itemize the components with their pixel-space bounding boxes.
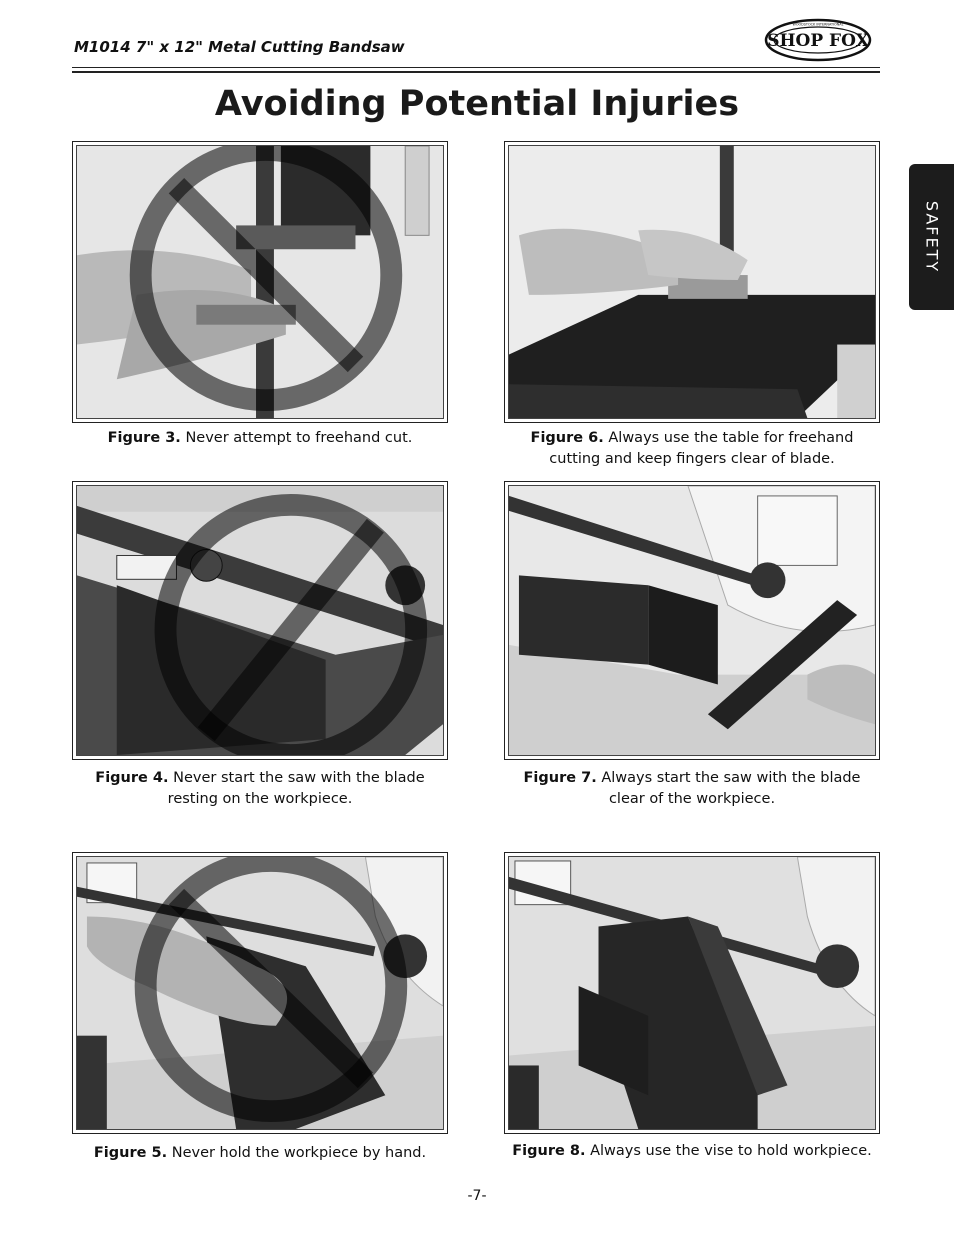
page-number: -7-	[467, 1188, 487, 1204]
figure-7-caption	[504, 768, 880, 810]
figure-8-caption	[504, 1141, 880, 1162]
figure-6-caption	[504, 428, 880, 470]
figure-3-label: Figure 3.	[107, 430, 181, 446]
figure-7-photo	[504, 481, 880, 760]
figure-4-caption	[72, 768, 448, 810]
figure-8-label: Figure 8.	[512, 1143, 586, 1159]
figure-5-photo	[72, 852, 448, 1134]
figure-8-text: Always use the vise to hold workpiece.	[590, 1143, 872, 1159]
figure-6-photo	[504, 141, 880, 423]
figure-3-text: Never attempt to freehand cut.	[185, 430, 413, 446]
figure-5-caption	[72, 1143, 448, 1164]
figure-4-label: Figure 4.	[95, 770, 169, 786]
figure-5-text: Never hold the workpiece by hand.	[171, 1145, 427, 1161]
figure-6-label: Figure 6.	[530, 430, 604, 446]
section-tab-label: SAFETY	[922, 200, 941, 274]
figure-3-caption	[72, 428, 448, 449]
shop-fox-logo	[764, 18, 872, 62]
svg-text:SHOP FOX: SHOP FOX	[767, 31, 869, 51]
header-manual-title: M1014 7" x 12" Metal Cutting Bandsaw	[74, 38, 405, 56]
svg-text:WOODSTOCK INTERNATIONAL: WOODSTOCK INTERNATIONAL	[792, 22, 844, 27]
figure-8-photo	[504, 852, 880, 1134]
figure-7-text: Always start the saw with the blade clear of the workpiece.	[601, 770, 861, 807]
figure-4-text: Never start the saw with the blade resting on the workpiece.	[167, 770, 425, 807]
section-tab-safety	[909, 164, 954, 310]
figure-4-photo	[72, 481, 448, 760]
page-title: Avoiding Potential Injuries	[214, 84, 740, 124]
header-rule	[72, 67, 880, 68]
figure-5-label: Figure 5.	[93, 1145, 168, 1161]
figure-7-label: Figure 7.	[523, 770, 597, 786]
figure-3-photo	[72, 141, 448, 423]
figure-6-text: Always use the table for freehand cutting and keep fingers clear of blade.	[549, 430, 854, 467]
header-rule-thick	[72, 71, 880, 73]
